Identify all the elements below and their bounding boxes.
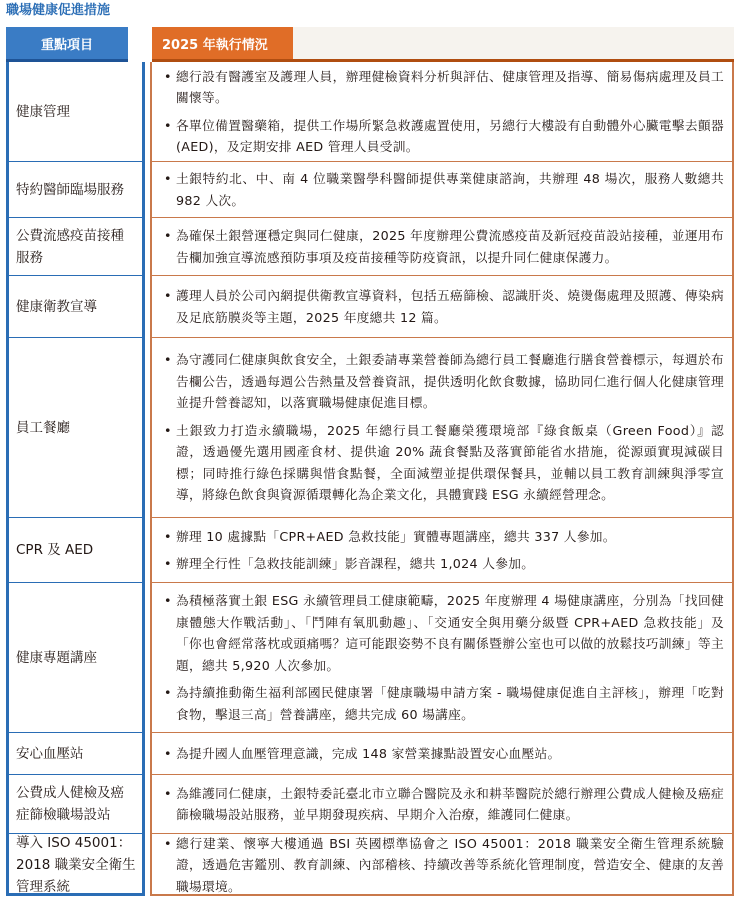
bullet-item: • 土銀致力打造永續職場，2025 年總行員工餐廳榮獲環境部『綠食飯桌（Green Food）』認證，透過優先選用國產食材、提供逾 20% 蔬食餐點及落實節能省水措施，從源頭實現減碳目標；同時推行綠色採購與惜食點餐，全面減塑並提供環保餐具，並輔以員工教育訓練與淨零宣導，將綠色飲食與資源循環轉化為企業文化，具體實踐 ESG 永續經營理念。 [164, 420, 724, 506]
row-label: 員工餐廳 [16, 419, 70, 436]
bullet-item: • 為守護同仁健康與飲食安全，土銀委請專業營養師為總行員工餐廳進行膳食營養標示，每週於布告欄公告，透過每週公告熱量及營養資訊，提供透明化飲食數據，協助同仁進行個人化健康管理並提升營養認知，以落實職場健康促進目標。 [164, 349, 724, 414]
header-key-items: 重點項目 [6, 27, 128, 62]
row-label: 公費成人健檢及癌症篩檢職場設站 [16, 785, 124, 823]
row-label: 安心血壓站 [16, 745, 84, 762]
row-content [152, 518, 732, 582]
bullet-item: • 總行設有醫護室及護理人員，辦理健檢資料分析與評估、健康管理及指導、簡易傷病處理及員工關懷等。 [164, 66, 724, 109]
row-label: 公費流感疫苗接種服務 [16, 227, 124, 266]
row-content [152, 276, 732, 337]
bullet-item: • 辦理全行性「急救技能訓練」影音課程，總共 1,024 人參加。 [164, 553, 724, 575]
bullet-item: • 為積極落實土銀 ESG 永續管理員工健康範疇，2025 年度辦理 4 場健康講座，分別為「找回健康體態大作戰活動」、「鬥陣有氧肌動趣」、「交通安全與用藥分級暨 CPR+AED 急救技能」及「你也會經常落枕或頭痛嗎？這可能跟姿勢不良有關係暨辦公室也可以做的放鬆技巧訓練」等主題，總共 5,920 人次參加。 [164, 590, 724, 676]
table-row [9, 62, 142, 162]
table-row [152, 62, 732, 162]
bullet-item: • 為提升國人血壓管理意識，完成 148 家營業據點設置安心血壓站。 [164, 743, 724, 765]
table-row [152, 338, 732, 518]
bullet-item: • 辦理 10 處據點「CPR+AED 急救技能」實體專題講座，總共 337 人參加。 [164, 526, 724, 548]
table-row [152, 518, 732, 583]
table-row [152, 276, 732, 338]
row-content [152, 338, 732, 517]
row-content [152, 62, 732, 161]
table-row [152, 775, 732, 834]
row-content [152, 162, 732, 217]
bullet-item: • 為持續推動衛生福利部國民健康署「健康職場申請方案 - 職場健康促進自主評核」，辦理「吃對食物，擊退三高」營養講座，總共完成 60 場講座。 [164, 682, 724, 725]
header-execution-status: 2025 年執行情況 [152, 27, 293, 62]
table-row [9, 733, 142, 775]
table-row [9, 338, 142, 518]
row-content [152, 834, 732, 896]
row-label: 健康管理 [16, 103, 70, 120]
table-row [152, 218, 732, 276]
bullet-item: • 為維護同仁健康，土銀特委託臺北市立聯合醫院及永和耕莘醫院於總行辦理公費成人健檢及癌症篩檢職場設站服務，並早期發現疾病、早期介入治療，維護同仁健康。 [164, 783, 724, 826]
bullet-item: • 護理人員於公司內網提供衛教宣導資料，包括五癌篩檢、認識肝炎、燒燙傷處理及照護、傳染病及足底筋膜炎等主題，2025 年度總共 12 篇。 [164, 285, 724, 328]
key-items-column [6, 62, 145, 896]
table-row [9, 834, 142, 896]
row-content [152, 733, 732, 774]
table-row [9, 162, 142, 218]
row-label: 健康專題講座 [16, 649, 97, 666]
row-label: CPR 及 AED [16, 542, 94, 558]
execution-column [150, 62, 734, 896]
table-row [9, 518, 142, 583]
table-row [9, 218, 142, 276]
bullet-item: • 各單位備置醫藥箱，提供工作場所緊急救護處置使用，另總行大樓設有自動體外心臟電擊去顫器 (AED)，及定期安排 AED 管理人員受訓。 [164, 115, 724, 158]
bullet-item: • 總行建業、懷寧大樓通過 BSI 英國標準協會之 ISO 45001：2018 職業安全衛生管理系統驗證，透過危害鑑別、教育訓練、內部稽核、持續改善等系統化管理制度，營造安全、健康的友善職場環境。 [164, 833, 724, 898]
bullet-item: • 土銀特約北、中、南 4 位職業醫學科醫師提供專業健康諮詢，共辦理 48 場次，服務人數總共 982 人次。 [164, 168, 724, 211]
table-row [152, 733, 732, 775]
table-row [9, 775, 142, 834]
table-row [9, 276, 142, 338]
page-title: 職場健康促進措施 [6, 3, 111, 18]
table-row [152, 834, 732, 896]
row-content [152, 583, 732, 732]
row-content [152, 218, 732, 275]
bullet-item: • 為確保土銀營運穩定與同仁健康，2025 年度辦理公費流感疫苗及新冠疫苗設站接種，並運用布告欄加強宣導流感預防事項及疫苗接種等防疫資訊，以提升同仁健康保護力。 [164, 225, 724, 268]
row-label: 特約醫師臨場服務 [16, 181, 124, 198]
row-content [152, 775, 732, 833]
table-row [152, 162, 732, 218]
table-header [0, 27, 740, 62]
row-label: 健康衛教宣導 [16, 298, 97, 315]
table-row [152, 583, 732, 733]
header-filler [293, 27, 734, 62]
table-row [9, 583, 142, 733]
row-label: 導入 ISO 45001：2018 職業安全衛生管理系統 [16, 835, 136, 895]
